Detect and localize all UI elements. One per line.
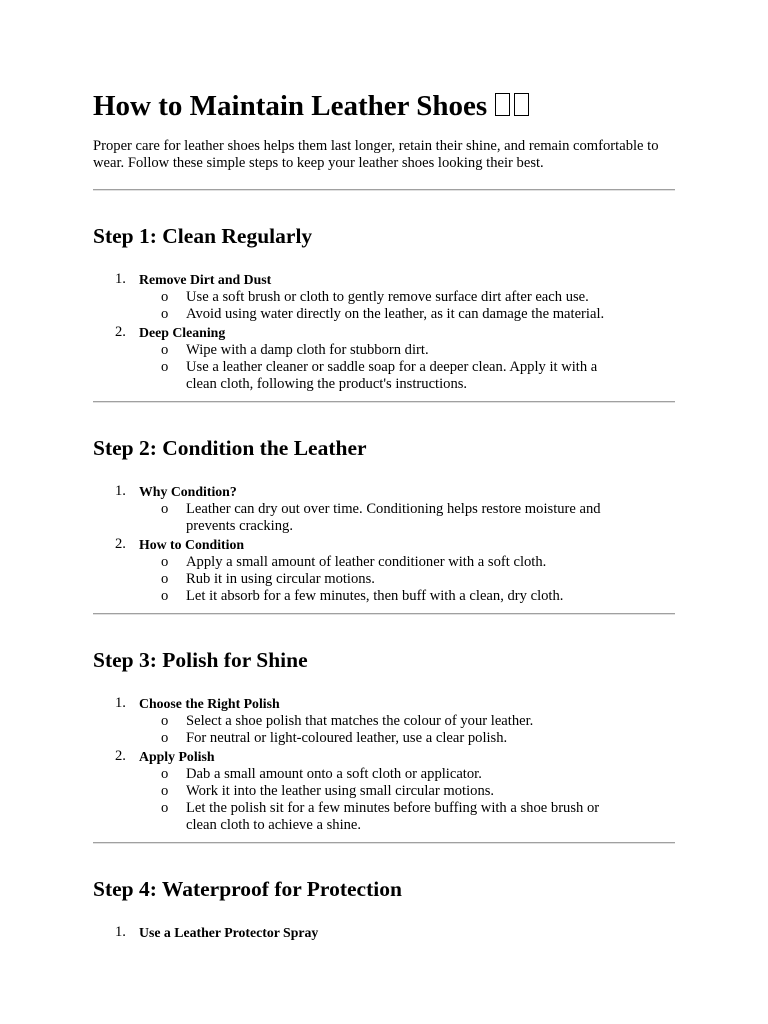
sub-list [139,713,675,747]
section-step-3 [93,647,675,835]
item-number: 2. [115,535,126,552]
bullet-icon: o [161,553,169,570]
sub-item [139,766,626,783]
sub-item [139,800,626,834]
bullet-icon: o [161,713,169,730]
section-heading: Step 3: Polish for Shine [93,648,308,672]
sub-list [139,766,675,835]
section-step-4 [93,876,675,942]
divider [93,401,675,403]
divider [93,613,675,615]
sub-item-text: Select a shoe polish that matches the colour of your leather. [186,713,534,730]
step-list [93,695,675,835]
sub-item-text: Work it into the leather using small circular motions. [186,783,495,800]
sub-list [139,501,675,535]
intro-paragraph: Proper care for leather shoes helps them last longer, retain their shine, and remain comfortable to wear. Follow these simple steps to keep your leather shoes looking their best. [93,138,659,171]
list-item [93,271,675,324]
list-item [93,695,675,748]
item-title: Choose the Right Polish [139,696,280,711]
sub-item-text: Wipe with a damp cloth for stubborn dirt. [186,341,429,358]
item-title: Remove Dirt and Dust [139,272,272,287]
bullet-icon: o [161,783,169,800]
section-heading: Step 2: Condition the Leather [93,436,367,460]
section-step-2 [93,435,675,605]
list-item [93,924,675,942]
step-list [93,483,675,605]
sub-item [139,501,626,535]
sub-item-text: For neutral or light-coloured leather, use a clear polish. [186,730,508,747]
sub-item-text: Use a leather cleaner or saddle soap for a deeper clean. Apply it with a clean cloth, following the product's instructions. [186,359,598,393]
list-item [93,483,675,536]
section-step-1 [93,223,675,393]
bullet-icon: o [161,765,169,782]
bullet-icon: o [161,341,169,358]
page-title [93,86,531,126]
sub-item-text: Let the polish sit for a few minutes before buffing with a shoe brush or clean cloth to achieve a shine. [186,800,600,834]
item-title: Deep Cleaning [139,324,226,340]
item-number: 1. [115,924,126,940]
shoe-emoji-icon [495,93,531,117]
bullet-icon: o [161,359,169,376]
bullet-icon: o [161,306,169,323]
sub-item [139,588,626,605]
sub-item [139,571,626,588]
divider [93,842,675,844]
item-title: How to Condition [139,536,245,552]
item-number: 2. [115,747,126,764]
item-title: Apply Polish [139,748,215,764]
bullet-icon: o [161,571,169,588]
sub-item [139,554,626,571]
sub-item [139,342,626,359]
sub-list [139,554,675,606]
sub-list [139,289,675,323]
bullet-icon: o [161,800,169,817]
bullet-icon: o [161,730,169,747]
sub-item-text: Apply a small amount of leather conditioner with a soft cloth. [186,553,547,570]
sub-item-text: Rub it in using circular motions. [186,571,375,588]
sub-item [139,730,626,747]
step-list [93,271,675,393]
item-number: 2. [115,323,126,340]
bullet-icon: o [161,588,169,605]
sub-item-text: Let it absorb for a few minutes, then buff with a clean, dry cloth. [186,588,564,605]
page-title-text: How to Maintain Leather Shoes [93,90,488,122]
sub-item-text: Use a soft brush or cloth to gently remove surface dirt after each use. [186,289,589,306]
sub-item-text: Dab a small amount onto a soft cloth or applicator. [186,765,482,782]
section-heading: Step 4: Waterproof for Protection [93,877,402,901]
item-number: 1. [115,271,126,287]
sub-item [139,713,626,730]
sub-list [139,342,675,394]
sub-item [139,306,626,323]
sub-item [139,289,626,306]
bullet-icon: o [161,501,169,518]
sub-item [139,359,626,393]
item-number: 1. [115,695,126,711]
item-title: Use a Leather Protector Spray [139,925,319,940]
sub-item-text: Avoid using water directly on the leather, as it can damage the material. [186,306,605,323]
bullet-icon: o [161,289,169,306]
sub-item [139,783,626,800]
sub-item-text: Leather can dry out over time. Conditioning helps restore moisture and prevents cracking. [186,501,601,535]
list-item [93,536,675,606]
section-heading: Step 1: Clean Regularly [93,224,313,248]
item-title: Why Condition? [139,484,237,499]
step-list [93,924,675,942]
list-item [93,748,675,835]
divider [93,189,675,191]
item-number: 1. [115,483,126,499]
list-item [93,324,675,394]
